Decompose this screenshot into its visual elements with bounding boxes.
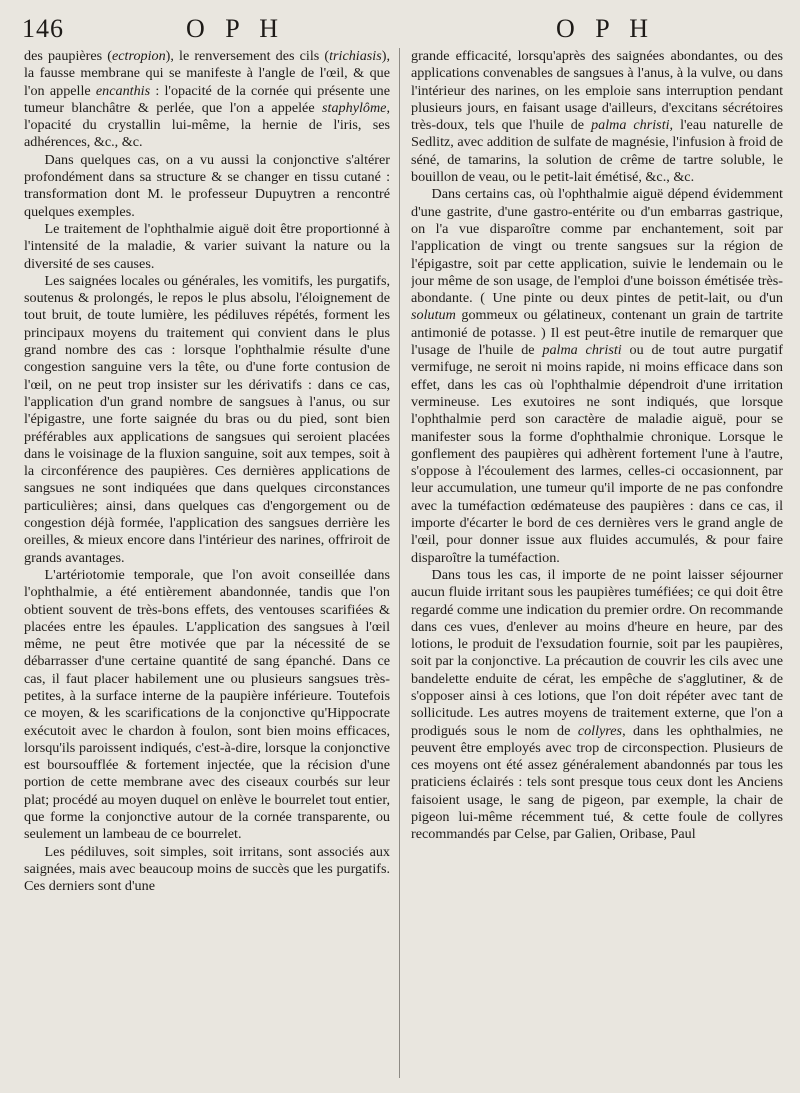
italic-term: palma christi: [591, 117, 670, 134]
text-run: , l'opacité du crystallin lui-même, la hernie de l'iris, ses adhérences, &c., &c.: [24, 99, 390, 151]
running-head-left: O P H: [186, 14, 286, 43]
text-run: des paupières (: [24, 48, 112, 64]
text-run: ), la fausse membrane qui se manifeste à l'angle de l'œil, & que l'on appelle: [24, 48, 390, 99]
text-run: , l'eau naturelle de Sedlitz, avec addition de sulfate de magnésie, l'infusion à froid de séné, de tamarins, la solution de crême de tartre soluble, le bouillon de veau, ou le petit-lait émétisé, &c., &c.: [411, 117, 783, 186]
italic-term: encanthis: [95, 82, 151, 99]
text-run: Dans certains cas, où l'ophthalmie aiguë dépend évidemment d'une gastrite, d'une gastro-entérite ou d'un embarras gastrique, on l'a vue disparoître comme par enchantement, soit par l'application de vingt ou trente sangsues sur la région de l'épigastre, soit par cette application, suivie le lendemain ou le jour même de son usage, de l'emploi d'une boisson émétisée très-abondante. ( Une pinte ou deux pintes de petit-lait, ou d'un: [411, 186, 783, 307]
running-head-right: O P H: [556, 14, 656, 43]
italic-term: palma christi: [542, 342, 622, 359]
page-number: 146: [22, 14, 64, 43]
italic-term: collyres: [577, 722, 623, 739]
text-run: Dans quelques cas, on a vu aussi la conjonctive s'altérer profondément dans sa structure & se changer en tissu cutané : transformation dont M. le professeur Dupuytren a rencontré quelques exemples.: [24, 151, 390, 220]
italic-term: staphylôme: [322, 99, 387, 116]
text-run: Les pédiluves, soit simples, soit irritans, sont associés aux saignées, mais avec beaucoup moins de succès que les purgatifs. Ces derniers sont d'une: [24, 843, 390, 895]
paragraph: [24, 844, 390, 896]
text-run: ou de tout autre purgatif vermifuge, ne seroit ni moins rapide, ni moins efficace dans son effet, dans les cas où l'ophthalmie dépendroit d'une irritation vermineuse. Les exutoires ne sont indiqués, que lorsque l'ophthalmie perd son caractère de maladie aiguë, pour se manifester sous la forme d'ophthalmie chronique. Lorsque le gonflement des paupières qui adhèrent fortement l'une à l'autre, s'oppose à l'écoulement des larmes, celles-ci occasionnent, par leur accumulation, une tumeur qu'il importe de ne pas confondre avec la tuméfaction œdémateuse des paupières : dans ce cas, il importe d'écarter le bord de ces dernières vers le grand angle de l'œil, pour donner issue aux fluides accumulés, & pour faire disparoître la tuméfaction.: [411, 342, 783, 566]
paragraph: [411, 567, 783, 844]
italic-term: trichiasis: [329, 48, 382, 64]
text-run: : l'opacité de la cornée qui présente une tumeur blanchâtre & perlée, que l'on a appelée: [24, 82, 390, 116]
paragraph: [24, 152, 390, 221]
paragraph: [24, 567, 390, 844]
right-column: [411, 48, 783, 1084]
text-run: L'artériotomie temporale, que l'on avoit conseillée dans l'ophthalmie, a été entièrement abandonnée, tandis que l'on obtient souvent de très-bons effets, des ventouses scarifiées & placées entre les épaules. L'application des sangsues à l'œil même, ne peut être motivée que par la nécessité de se débarrasser d'une certaine quantité de sang épanché. Dans ce cas, il faut placer habilement une ou plusieurs sangsues très-petites, à la surface interne de la paupière inférieure. Toutefois ce moyen, & les scarifications de la conjonctive qu'Hippocrate exécutoit avec le chardon à foulon, sont bien moins efficaces, lorsqu'ils paroissent indiqués, c'est-à-dire, lorsque la conjonctive est boursoufflée & fortement injectée, que la récision d'une portion de cette membrane avec des ciseaux courbés sur leur plat; procédé au moyen duquel on enlève le bourrelet tout entier, que forme la conjonctive autour de la cornée transparente, ou seulement un lambeau de ce bourrelet.: [24, 566, 390, 843]
paragraph: [24, 221, 390, 273]
text-run: ), le renversement des cils (: [165, 48, 330, 64]
italic-term: solutum: [411, 307, 456, 324]
paragraph: [411, 186, 783, 567]
text-run: Le traitement de l'ophthalmie aiguë doit être proportionné à l'intensité de la maladie, & varier suivant la nature ou la diversité de ses causes.: [24, 220, 390, 272]
paragraph: [24, 273, 390, 567]
text-run: Dans tous les cas, il importe de ne point laisser séjourner aucun fluide irritant sous les paupières tuméfiées; ce qui doit être regardé comme une indication du premier ordre. On recommande dans ces vues, d'enlever au moins d'heure en heure, par des lotions, le produit de l'exsudation fournie, soit par les paupières, soit par la conjonctive. La précaution de couvrir les cils avec une bandelette enduite de cérat, les empêche de s'agglutiner, & de s'opposer ainsi à ces lotions, que l'on doit répéter avec tant de sollicitude. Les autres moyens de traitement externe, que l'on a prodigués sous le nom de: [411, 566, 783, 739]
italic-term: ectropion: [111, 48, 166, 64]
column-divider: [399, 48, 400, 1078]
paragraph: [411, 48, 783, 186]
left-column: [24, 48, 390, 1084]
text-run: grande efficacité, lorsqu'après des saignées abondantes, ou des applications convenables de sangsues à l'anus, à la vulve, ou dans l'intérieur des narines, on les emploie sans interruption pendant plusieurs jours, en faisant usage d'ailleurs, d'excitans sécrétoires très-doux, tels que l'huile de: [411, 48, 783, 134]
paragraph: [24, 48, 390, 152]
text-run: Les saignées locales ou générales, les vomitifs, les purgatifs, soutenus & prolongés, le repos le plus absolu, l'éloignement de tout bruit, de toute lumière, les pédiluves répétés, forment les principaux moyens du traitement qui convient dans le plus grand nombre des cas : lorsque l'ophthalmie résulte d'une congestion sanguine vers la tête, ou d'une forte contusion de l'œil, on ne peut trop insister sur les dérivatifs : dans ce cas, l'application d'un grand nombre de sangsues à l'anus, ou sur l'épigastre, une forte saignée du bras ou du pied, sont bien préférables aux applications de sangsues qui seroient placées dans le voisinage de la fluxion sanguine, soit aux tempes, soit à la circonférence des paupières. Ces dernières applications de sangsues ne sont indiquées que dans quelques circonstances particulières; ainsi, dans quelques cas d'engorgement ou de congestion déjà formée, l'application des sangsues derrière les oreilles, & mieux encore dans l'intérieur des narines, offriroit de grands avantages.: [24, 272, 390, 566]
text-run: gommeux ou gélatineux, contenant un grain de tartrite antimonié de potasse. ) Il est peut-être inutile de remarquer que l'usage de l'huile de: [411, 307, 783, 359]
text-run: , dans les ophthalmies, ne peuvent être employés avec trop de circonspection. Plusieurs de ces moyens ont été assez généralement abandonnés par tous les praticiens éclairés : tels sont presque tous ceux dont les Anciens faisoient usage, le sang de pigeon, par exemple, la chair de pigeon lui-même récemment tué, & cette foule de collyres recommandés par Celse, par Galien, Oribase, Paul: [411, 722, 783, 843]
